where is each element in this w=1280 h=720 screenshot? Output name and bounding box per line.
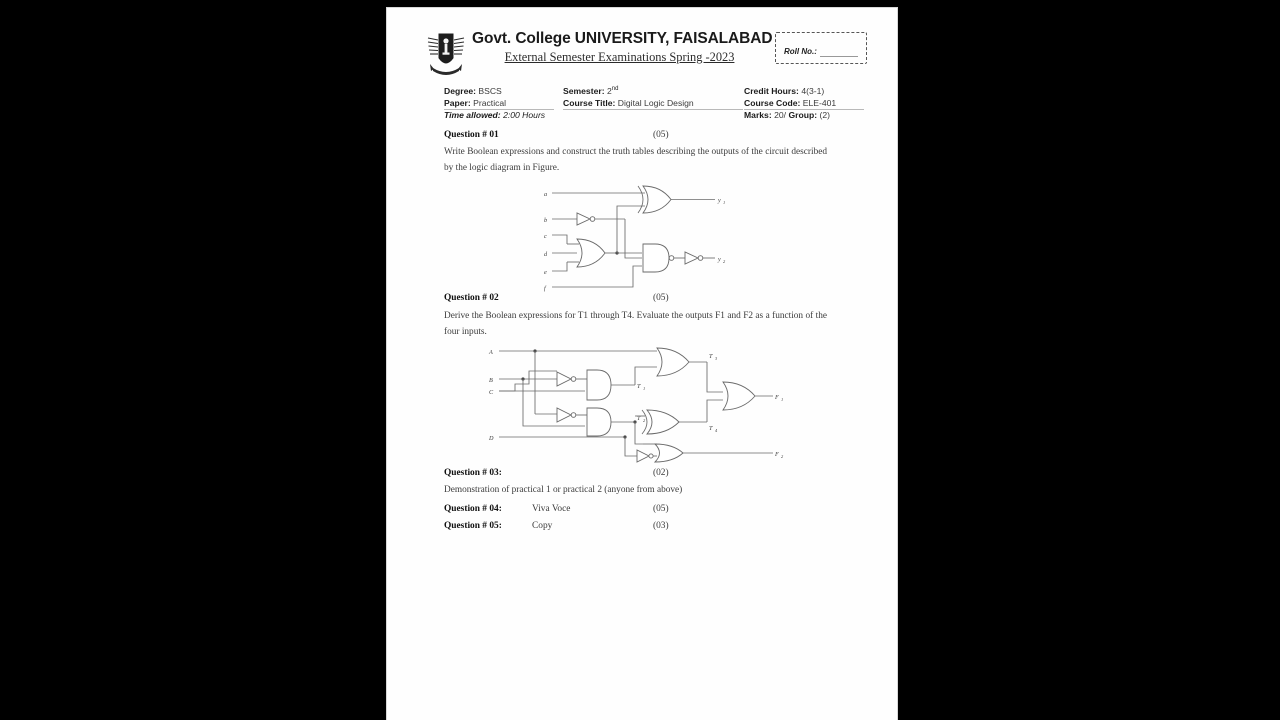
question-5-marks: (03) (653, 521, 669, 531)
question-1-marks: (05) (653, 130, 669, 140)
svg-text:T: T (637, 383, 641, 390)
question-5-heading-row (387, 521, 897, 535)
time-label: Time allowed: (444, 110, 501, 120)
question-2-body: Derive the Boolean expressions for T1 through T4. Evaluate the outputs F1 and F2 as a function of the four inputs. (444, 311, 827, 338)
credit-hours-value: 4(3-1) (801, 86, 825, 96)
logic-diagram-figure-1 (537, 178, 737, 292)
svg-text:B: B (489, 377, 493, 384)
credit-hours-field (744, 86, 824, 96)
svg-text:c: c (544, 233, 547, 240)
question-4-marks: (05) (653, 504, 669, 514)
semester-value: 2 (606, 86, 612, 96)
svg-text:a: a (544, 191, 548, 198)
semester-field (563, 86, 618, 96)
svg-text:D: D (489, 435, 494, 442)
paper-value: Practical (473, 98, 507, 108)
question-1-heading: Question # 01 (444, 130, 499, 140)
marks-value: 20/ (774, 110, 787, 120)
svg-text:2: 2 (781, 454, 784, 459)
svg-text:4: 4 (715, 428, 718, 433)
page-header (387, 8, 897, 88)
title-block (472, 30, 773, 65)
degree-field (444, 86, 502, 96)
course-code-field (744, 98, 836, 108)
svg-text:2: 2 (723, 259, 726, 264)
credit-hours-label: Credit Hours: (744, 86, 799, 96)
svg-text:2: 2 (643, 418, 646, 423)
course-title-value: Digital Logic Design (617, 98, 694, 108)
question-1-heading-row (387, 130, 897, 144)
course-code-value: ELE-401 (802, 98, 837, 108)
svg-text:1: 1 (723, 200, 726, 205)
group-value: (2) (819, 110, 830, 120)
semester-ordinal: nd (611, 86, 619, 93)
exam-paper-page (387, 8, 897, 720)
degree-label: Degree: (444, 86, 476, 96)
svg-text:T: T (637, 415, 641, 422)
svg-text:1: 1 (781, 397, 784, 402)
paper-label: Paper: (444, 98, 471, 108)
question-1-body: Write Boolean expressions and construct the truth tables describing the outputs of the circuit described by the logic diagram in Figure. (444, 147, 827, 174)
marks-group-field (744, 110, 830, 120)
marks-label: Marks: (744, 110, 772, 120)
svg-text:b: b (544, 217, 548, 224)
time-value: 2:00 Hours (503, 110, 546, 120)
svg-text:T: T (709, 353, 713, 360)
svg-text:A: A (489, 349, 493, 356)
degree-value: BSCS (478, 86, 502, 96)
question-4-heading-row (387, 504, 897, 518)
svg-text:T: T (709, 425, 713, 432)
question-3-heading-row (387, 468, 897, 482)
logic-diagram-figure-2 (485, 340, 785, 460)
question-3-marks: (02) (653, 468, 669, 478)
question-3-heading: Question # 03: (444, 468, 502, 478)
group-label: Group: (788, 110, 818, 120)
roll-no-label: Roll No.: (784, 47, 817, 56)
question-2-heading: Question # 02 (444, 293, 499, 303)
course-title-label: Course Title: (563, 98, 616, 108)
svg-text:e: e (544, 269, 547, 276)
course-title-underline (563, 109, 743, 110)
exam-info-grid (387, 86, 897, 122)
question-4-text: Viva Voce (532, 504, 571, 514)
time-field (444, 110, 545, 120)
question-5-text: Copy (532, 521, 553, 531)
svg-text:F: F (775, 451, 779, 458)
svg-text:f: f (544, 285, 546, 292)
course-title-field (563, 98, 694, 108)
svg-text:y: y (718, 256, 721, 263)
svg-text:y: y (718, 197, 721, 204)
exam-subtitle: External Semester Examinations Spring -2023 (504, 49, 735, 64)
roll-no-box[interactable] (775, 32, 867, 64)
question-3-body: Demonstration of practical 1 or practical 2 (anyone from above) (444, 485, 683, 495)
semester-label: Semester: (563, 86, 605, 96)
svg-text:F: F (775, 394, 779, 401)
question-2-marks: (05) (653, 293, 669, 303)
roll-no-blank-line (820, 56, 858, 57)
course-code-label: Course Code: (744, 98, 801, 108)
svg-text:C: C (489, 389, 494, 396)
question-2-heading-row (387, 293, 897, 307)
university-crest-icon (425, 28, 467, 80)
question-5-heading: Question # 05: (444, 521, 502, 531)
question-4-heading: Question # 04: (444, 504, 502, 514)
svg-text:3: 3 (715, 356, 718, 361)
svg-text:1: 1 (643, 386, 646, 391)
page-title: Govt. College UNIVERSITY, FAISALABAD (472, 30, 773, 47)
paper-field (444, 98, 506, 108)
svg-text:d: d (544, 251, 548, 258)
